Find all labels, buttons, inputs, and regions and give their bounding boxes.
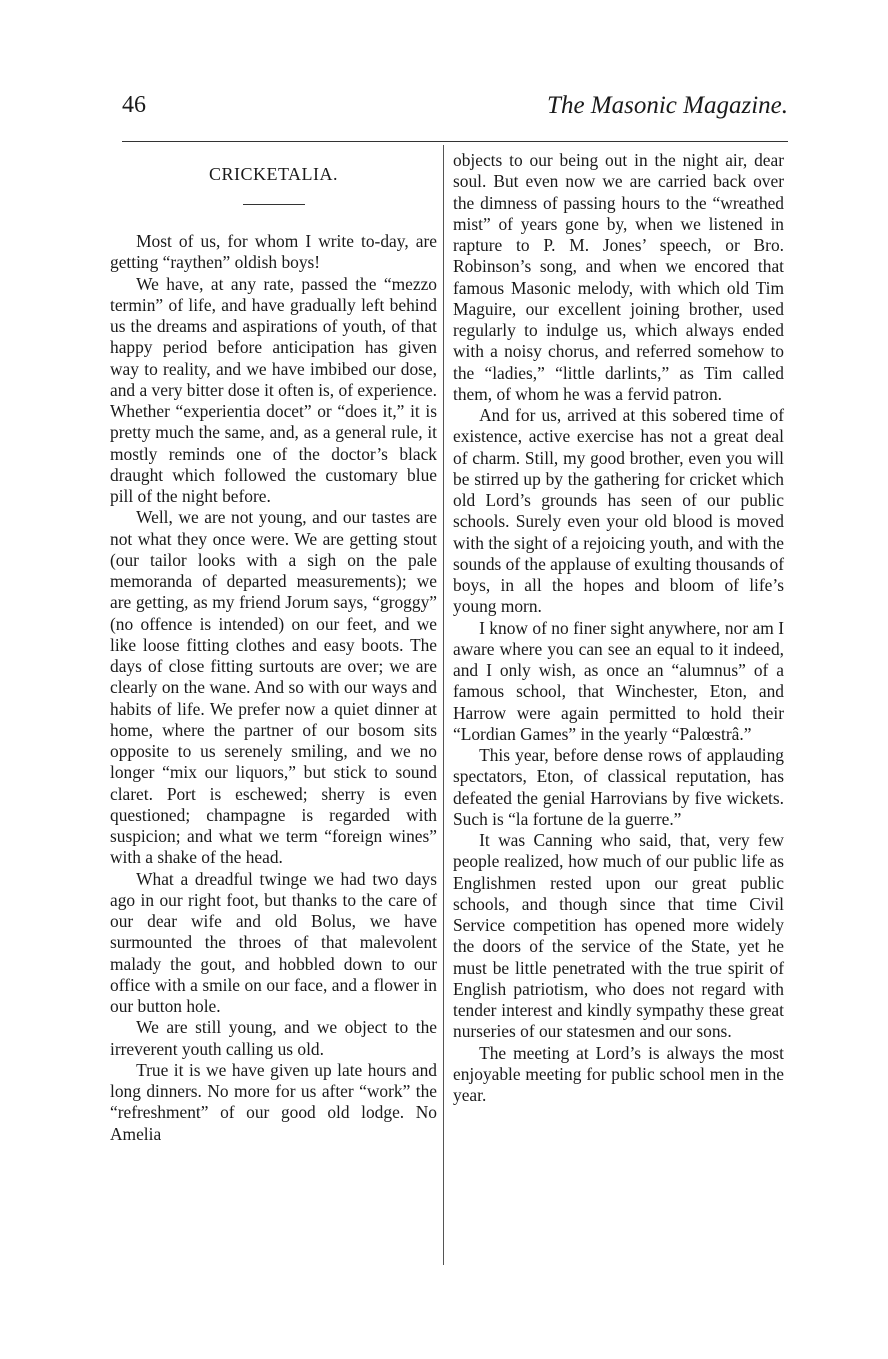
column-divider — [443, 145, 444, 1265]
paragraph: The meeting at Lord’s is always the most enjoyable meeting for public school men in the year. — [453, 1042, 784, 1105]
paragraph: And for us, arrived at this sobered time of existence, active exercise has not a great deal of charm. Still, my good brother, even you will be stirred up by the gathering for cricket which old Lord’s grounds has seen of our public schools. Surely even your old blood is moved with the sight of a rejoicing youth, and with the sounds of the applause of exulting thousands of boys, in all the hopes and bloom of life’s young morn. — [453, 405, 784, 617]
page-number: 46 — [122, 92, 146, 118]
paragraph: Most of us, for whom I write to-day, are getting “raythen” oldish boys! — [110, 231, 437, 273]
paragraph: This year, before dense rows of applauding spectators, Eton, of classical reputation, has defeated the genial Harrovians by five wickets. Such is “la fortune de la guerre.” — [453, 745, 784, 829]
paragraph-continuation: objects to our being out in the night air, dear soul. But even now we are carried back over the dimness of passing hours to the “wreathed mist” of years gone by, when we listened in rapture to P. M. Jones’ speech, or Bro. Robinson’s song, and when we encored that famous Masonic melody, with which old Tim Maguire, our excellent joining brother, used regularly to indulge us, which always ended with a noisy chorus, and referred somehow to the “ladies,” “little darlints,” as Tim called them, of whom he was a fervid patron. — [453, 150, 784, 404]
right-column — [453, 150, 784, 1106]
paragraph: Well, we are not young, and our tastes are not what they once were. We are getting stout (our tailor looks with a sigh on the pale memoranda of departed measurements); we are getting, as my friend Jorum says, “groggy” (no offence is intended) on our feet, and we like loose fitting clothes and easy boots. The days of close fitting surtouts are over; we are clearly on the wane. And so with our ways and habits of life. We prefer now a quiet dinner at home, where the partner of our bosom sits opposite to us serenely smiling, and we no longer “mix our liquors,” but stick to sound claret. Port is eschewed; sherry is even questioned; champagne is regarded with suspicion; and what we term “foreign wines” with a shake of the head. — [110, 507, 437, 868]
paragraph: I know of no finer sight anywhere, nor am I aware where you can see an equal to it indeed, and I only wish, as once an “alumnus” of a famous school, that Winchester, Eton, and Harrow were again permitted to hold their “Lordian Games” in the yearly “Palœstrâ.” — [453, 617, 784, 744]
paragraph: We are still young, and we object to the irreverent youth calling us old. — [110, 1017, 437, 1059]
paragraph: It was Canning who said, that, very few people realized, how much of our public life as Englishmen rested upon our great public schools, and though since that time Civil Service competition has opened more widely the doors of the service of the State, yet he must be little penetrated with the true spirit of English patriotism, who does not regard with tender interest and kindly sympathy these great nurseries of our statesmen and our sons. — [453, 830, 784, 1042]
left-column — [110, 150, 437, 1145]
paragraph: We have, at any rate, passed the “mezzo termin” of life, and have gradually left behind us the dreams and aspirations of youth, of that happy period before anticipation has given way to reality, and we have imbibed our dose, and a very bitter dose it often is, of experience. Whether “experientia docet” or “does it,” it is pretty much the same, and, as a general rule, it mostly reminds one of the doctor’s black draught which followed the customary blue pill of the night before. — [110, 273, 437, 506]
title-rule — [243, 204, 305, 205]
paragraph: True it is we have given up late hours and long dinners. No more for us after “work” the “refreshment” of our good old lodge. No Amelia — [110, 1059, 437, 1144]
paragraph: What a dreadful twinge we had two days ago in our right foot, but thanks to the care of our dear wife and old Bolus, we have surmounted the throes of that malevolent malady the gout, and hobbled down to our office with a smile on our face, and a flower in our button hole. — [110, 868, 437, 1016]
running-header — [122, 92, 788, 132]
article-title: CRICKETALIA. — [208, 164, 339, 184]
running-title: The Masonic Magazine. — [547, 92, 788, 119]
header-rule — [122, 141, 788, 142]
